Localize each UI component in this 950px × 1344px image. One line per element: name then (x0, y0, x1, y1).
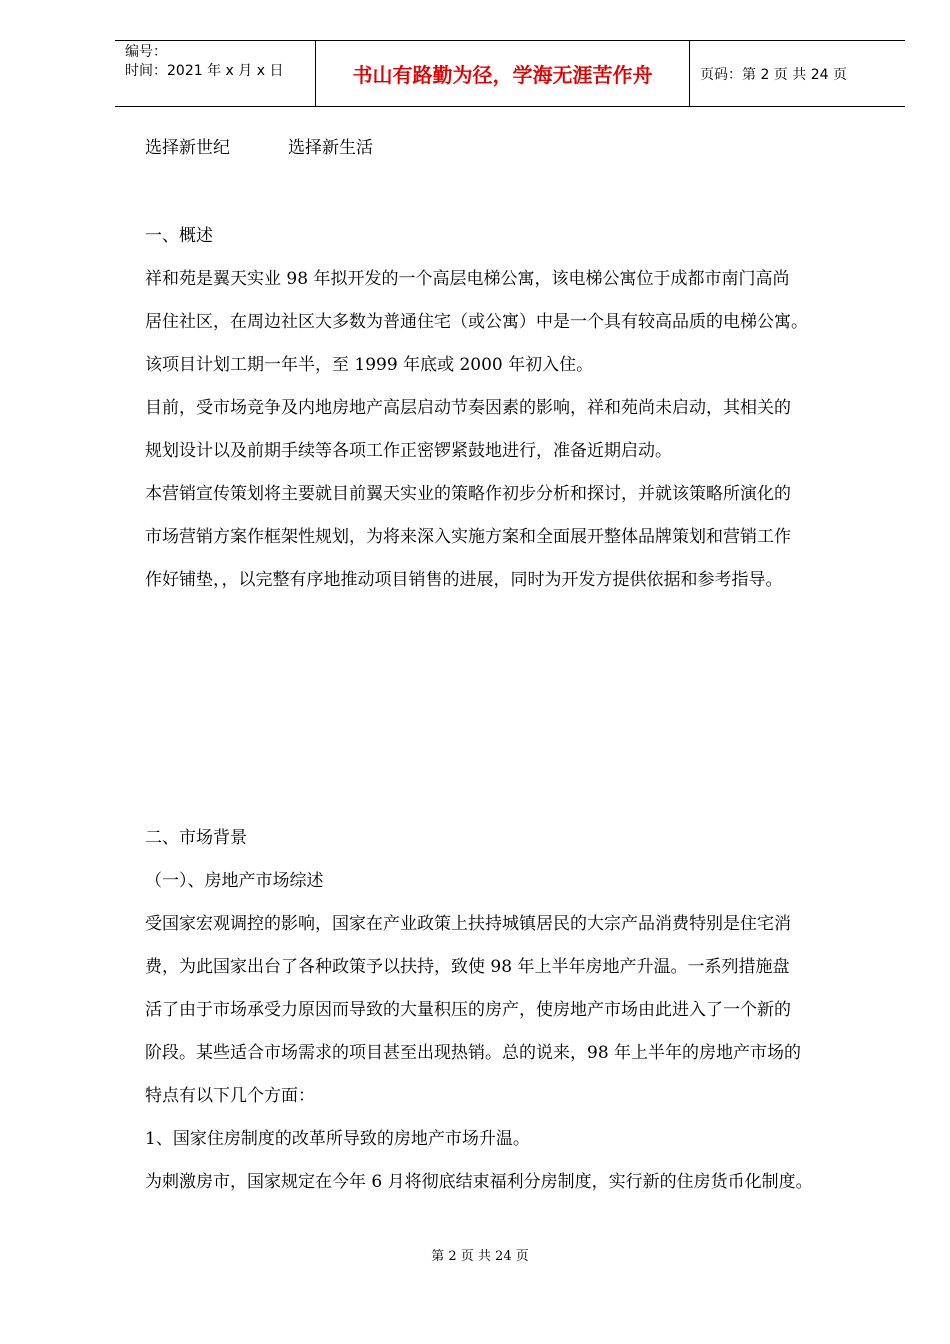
section-2-line: 阶段。某些适合市场需求的项目甚至出现热销。总的说来，98 年上半年的房地产市场的 (145, 1043, 802, 1063)
section-2-title: 二、市场背景 (145, 828, 247, 848)
section-1-title: 一、概述 (145, 226, 213, 246)
section-1-line: 祥和苑是翼天实业 98 年拟开发的一个高层电梯公寓，该电梯公寓位于成都市南门高尚 (145, 269, 790, 289)
section-2-line: 费，为此国家出台了各种政策予以扶持，致使 98 年上半年房地产升温。一系列措施盘 (145, 957, 790, 977)
section-2-line: 为刺激房市，国家规定在今年 6 月将彻底结束福利分房制度，实行新的住房货币化制度。 (145, 1172, 813, 1192)
section-1-line: 该项目计划工期一年半，至 1999 年底或 2000 年初入住。 (145, 355, 594, 375)
document-time-label: 时间：2021 年 x 月 x 日 (125, 63, 284, 79)
slogan (145, 136, 373, 160)
section-2-line: 1、国家住房制度的改革所导致的房地产市场升温。 (145, 1129, 530, 1149)
section-1-line: 本营销宣传策划将主要就目前翼天实业的策略作初步分析和探讨，并就该策略所演化的 (145, 484, 791, 504)
section-1-line: 目前，受市场竞争及内地房地产高层启动节奏因素的影响，祥和苑尚未启动，其相关的 (145, 398, 791, 418)
header-meta (115, 41, 316, 106)
section-2-line: 受国家宏观调控的影响，国家在产业政策上扶持城镇居民的大宗产品消费特别是住宅消 (145, 914, 791, 934)
document-number-label: 编号： (125, 44, 167, 60)
section-2-line: 特点有以下几个方面： (145, 1086, 315, 1106)
section-1-line: 作好铺垫，，以完整有序地推动项目销售的进展，同时为开发方提供依据和参考指导。 (145, 570, 783, 590)
header-motto: 书山有路勤为径，学海无涯苦作舟 (316, 41, 690, 106)
section-1-line: 居住社区，在周边社区大多数为普通住宅（或公寓）中是一个具有较高品质的电梯公寓。 (145, 312, 808, 332)
slogan-part-1: 选择新世纪 (145, 138, 230, 158)
slogan-part-2: 选择新生活 (288, 138, 373, 158)
header-page-info: 页码：第 2 页 共 24 页 (700, 66, 847, 83)
section-2-subtitle: （一）、房地产市场综述 (145, 871, 324, 891)
page-footer: 第 2 页 共 24 页 (431, 1249, 529, 1264)
section-1-line: 规划设计以及前期手续等各项工作正密锣紧鼓地进行，准备近期启动。 (145, 441, 672, 461)
section-2-line: 活了由于市场承受力原因而导致的大量积压的房产，使房地产市场由此进入了一个新的 (145, 1000, 791, 1020)
page-header (115, 40, 905, 107)
section-1-line: 市场营销方案作框架性规划，为将来深入实施方案和全面展开整体品牌策划和营销工作 (145, 527, 791, 547)
